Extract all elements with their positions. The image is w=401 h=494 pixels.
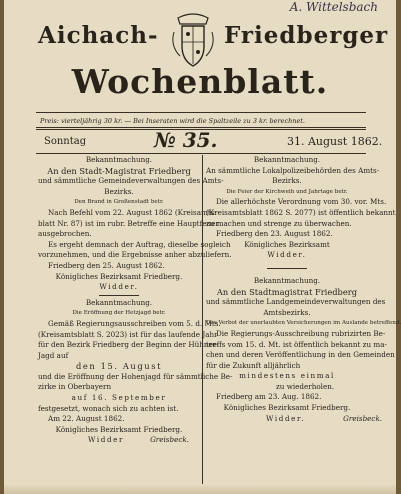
notice-text: Die Regierungs-Ausschreibung rubrizirten Be-	[216, 328, 386, 338]
masthead-subtitle: Wochenblatt.	[71, 62, 329, 101]
notice-addressee: An den Stadt-Magistrat Friedberg	[47, 165, 191, 176]
notice-signature-line	[206, 413, 383, 425]
notice-text: (Kreisamtsblatt 1862 S. 2077) ist öffentlich bekannt	[206, 207, 396, 217]
notice-addressee: An den Stadtmagistrat Friedberg	[216, 286, 358, 297]
notice-heading: Bekanntmachung.	[253, 155, 321, 164]
notice-text: blatt Nr. 87) ist im rubr. Betreffe eine Hauptfeuer	[38, 218, 219, 228]
newspaper-page	[4, 0, 401, 494]
notice-heading: Bekanntmachung.	[85, 155, 153, 164]
notice-place-date: Friedberg den 23. August 1862.	[216, 229, 333, 239]
notice-text: chen und deren Veröffentlichung in den Gemeinden	[206, 350, 395, 360]
masthead-title-left: Aichach-	[38, 22, 159, 49]
notice-text: festgesetzt, wonach sich zu achten ist.	[38, 403, 179, 413]
notice-heading: Bekanntmachung.	[85, 297, 153, 307]
notice-signature-name: Widder.	[266, 413, 306, 423]
notice-clerk-name: Greisbeck.	[343, 413, 383, 423]
notice-text: zu machen und strenge zu überwachen.	[206, 218, 352, 228]
notice-text-emphasis: mindestens einmal	[239, 371, 335, 381]
notice-heading: Bekanntmachung.	[253, 275, 321, 285]
handwritten-signature: A. Wittelsbach	[289, 0, 378, 14]
notice-subject: Den Brand in Großenstadt betr.	[74, 199, 164, 206]
notice-text: Nach Befehl vom 22. August 1862 (Kreisamts-	[48, 207, 217, 217]
notice-addressee: Bezirks.	[272, 176, 302, 186]
notice-subject: Die Feier der Kirchweih und Jahrtage betr.	[226, 188, 348, 195]
notice-addressee: Amtsbezirks.	[263, 307, 311, 317]
divider	[36, 153, 366, 154]
notice-text: ausgebrochen.	[38, 229, 92, 239]
notice-signature-office: Königliches Bezirksamt Friedberg.	[223, 403, 351, 413]
right-column	[206, 155, 401, 424]
notice-addressee: Bezirks.	[104, 186, 134, 196]
notice-signature-office: Königliches Bezirksamt Friedberg.	[55, 271, 183, 281]
notice-signature-name: Widder	[88, 435, 125, 445]
notice-subject: Das Verbot der unerlaubten Versicherungen im Auslande betreffend.	[206, 320, 401, 327]
notice-addressee: und sämmtliche Gemeindeverwaltungen des Amts-	[38, 176, 224, 186]
notice-addressee: An sämmtliche Lokalpolizeibehörden des Amts-	[206, 165, 380, 175]
notice-text: Es ergeht demnach der Auftrag, dieselbe sogleich	[48, 239, 231, 249]
divider	[36, 112, 366, 113]
notice-text: Jagd auf	[38, 350, 69, 360]
notice-text: (Kreisamtsblatt S. 2023) ist für das laufende Jahr	[38, 329, 218, 339]
notice-text: treffs vom 15. d. Mt. ist öffentlich bekannt zu ma-	[206, 339, 387, 349]
notice-signature-name: Widder.	[99, 282, 139, 292]
price-line: Preis: vierteljährig 30 kr. — Bei Inseraten wird die Spaltzeile zu 3 kr. berechnet.	[40, 117, 305, 125]
notice-signature-office: Königliches Bezirksamt Friedberg.	[55, 424, 183, 434]
notice-text-emphasis: auf 16. September	[71, 393, 167, 403]
issue-date: 31. August 1862.	[287, 135, 383, 148]
notice-text: und die Eröffnung der Hohenjagd für sämmtliche Be-	[38, 371, 233, 381]
notice-text: vorzunehmen, und die Ergebnisse anher abzuliefern.	[38, 250, 232, 260]
notice-text: zirke in Oberbayern	[38, 382, 112, 392]
notice-place-date: Am 22. August 1862.	[48, 414, 125, 424]
divider	[99, 295, 139, 296]
issue-number: № 35.	[154, 128, 218, 152]
notice-signature-office: Königliches Bezirksamt	[244, 239, 330, 249]
notice-clerk-name: Greisbeck.	[150, 435, 190, 445]
notice-place-date: Friedberg den 25. August 1862.	[48, 260, 165, 270]
notice-text: zu wiederholen.	[276, 381, 335, 391]
notice-signature-line	[38, 435, 200, 446]
notice-text-emphasis: den 15. August	[75, 361, 163, 372]
divider	[267, 268, 307, 269]
left-column	[38, 155, 233, 446]
masthead-title-right: Friedberger	[224, 22, 389, 49]
notice-signature-name: Widder.	[267, 250, 307, 260]
notice-text: für die Zukunft alljährlich	[206, 360, 301, 370]
notice-text: für den Bezirk Friedberg der Beginn der Hühner-	[38, 340, 219, 350]
notice-text: Gemäß Regierungsausschreiben vom 5. d. Mts.	[48, 318, 221, 328]
issue-day: Sonntag	[44, 136, 87, 147]
notice-text: Die allerhöchste Verordnung vom 30. vor. Mts.	[216, 197, 387, 207]
notice-subject: Die Eröffnung der Hetzjagd betr.	[72, 310, 166, 317]
notice-addressee: und sämmtliche Landgemeindeverwaltungen des	[206, 297, 386, 307]
notice-place-date: Friedberg am 23. Aug. 1862.	[216, 392, 322, 402]
